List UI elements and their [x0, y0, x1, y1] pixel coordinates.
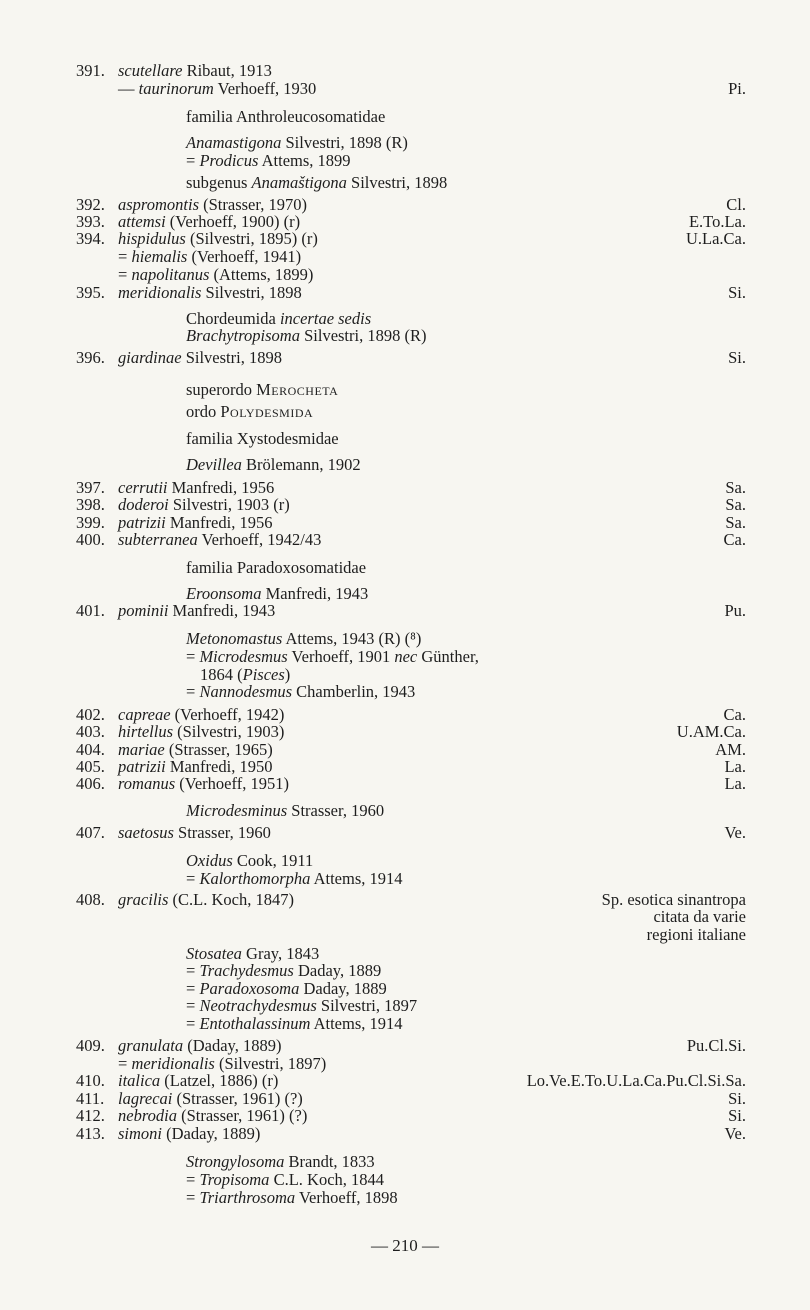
entry-number: 395. [76, 283, 105, 302]
text-segment: (Verhoeff, 1900) (r) [165, 212, 301, 231]
text-segment: (Attems, 1899) [209, 265, 314, 284]
text-segment: (C.L. Koch, 1847) [168, 890, 294, 909]
distribution-label: Ve. [724, 823, 746, 842]
taxon-name: Microdesminus [186, 801, 288, 820]
taxon-name: Anamastigona [186, 133, 282, 152]
distribution-label: Sa. [725, 513, 746, 532]
taxon-line [186, 852, 313, 870]
taxon-name: nebrodia [118, 1106, 177, 1125]
taxon-name: incertae sedis [279, 309, 372, 328]
text-segment: Ribaut, 1913 [182, 61, 272, 80]
distribution-label: regioni italiane [646, 925, 746, 944]
taxon-name: pominii [118, 601, 169, 620]
text-segment: = [186, 961, 200, 980]
text-segment: Silvestri, 1898 (R) [281, 133, 408, 152]
species-entry [118, 1037, 281, 1055]
taxon-line [186, 1153, 375, 1171]
text-segment: (Silvestri, 1895) (r) [185, 229, 318, 248]
species-entry [118, 602, 275, 620]
text-segment: Silvestri, 1898 [201, 283, 302, 302]
taxon-name: Metonomastus [186, 629, 283, 648]
text-segment: Chamberlin, 1943 [292, 682, 416, 701]
text-segment: ordo [186, 402, 221, 421]
distribution-label: Ve. [724, 1124, 746, 1143]
text-segment: (Strasser, 1965) [164, 740, 273, 759]
text-segment: Silvestri, 1898 [346, 173, 448, 192]
taxon-line [118, 248, 301, 266]
taxon-line [186, 174, 447, 192]
taxon-name: hiemalis [131, 247, 188, 266]
taxon-name: granulata [118, 1036, 184, 1055]
species-entry [118, 1072, 278, 1090]
text-segment: Silvestri, 1897 [316, 996, 418, 1015]
text-segment: = [186, 1014, 200, 1033]
text-segment: Silvestri, 1903 (r) [168, 495, 290, 514]
text-segment: Strasser, 1960 [287, 801, 385, 820]
page-number: — 210 — [371, 1236, 439, 1255]
text-segment: Attems, 1943 (R) (⁸) [282, 629, 422, 648]
entry-number: 396. [76, 348, 105, 367]
taxon-name: italica [118, 1071, 161, 1090]
text-segment: Verhoeff, 1901 [287, 647, 395, 666]
species-entry [118, 723, 284, 741]
text-segment: Manfredi, 1956 [165, 513, 273, 532]
entry-number: 391. [76, 61, 105, 80]
taxon-name: cerrutii [118, 478, 168, 497]
entry-number: 412. [76, 1106, 105, 1125]
text-segment: 1864 ( [200, 665, 243, 684]
taxon-line [186, 456, 361, 474]
text-segment: (Verhoeff, 1941) [187, 247, 302, 266]
taxon-name: saetosus [118, 823, 174, 842]
text-segment: Brölemann, 1902 [241, 455, 361, 474]
taxon-name: Prodicus [199, 151, 259, 170]
text-segment: (Daday, 1889) [162, 1124, 261, 1143]
distribution-label: La. [724, 774, 746, 793]
taxon-name: Entothalassinum [199, 1014, 311, 1033]
species-entry [118, 1125, 260, 1143]
distribution-label: Cl. [726, 195, 746, 214]
taxon-name: Trachydesmus [199, 961, 294, 980]
taxon-name: lagrecai [118, 1089, 173, 1108]
text-segment: (Latzel, 1886) (r) [160, 1071, 279, 1090]
taxon-name: nec [394, 647, 418, 666]
distribution-label: Sa. [725, 495, 746, 514]
entry-number: 392. [76, 195, 105, 214]
species-entry [118, 824, 271, 842]
text-segment: Silvestri, 1898 [181, 348, 282, 367]
text-segment: familia Paradoxosomatidae [186, 558, 367, 577]
text-segment: = [186, 151, 200, 170]
text-segment: Strasser, 1960 [173, 823, 271, 842]
taxon-name: hirtellus [118, 722, 174, 741]
taxon-name: taurinorum [138, 79, 214, 98]
taxon-line [186, 430, 339, 448]
text-segment: Chordeumida [186, 309, 280, 328]
taxon-name: attemsi [118, 212, 166, 231]
text-segment: Manfredi, 1956 [167, 478, 275, 497]
distribution-label: Lo.Ve.E.To.U.La.Ca.Pu.Cl.Si.Sa. [526, 1071, 746, 1090]
entry-number: 397. [76, 478, 105, 497]
taxon-name: aspromontis [118, 195, 199, 214]
text-segment: Polydesmida [220, 402, 314, 421]
text-segment: (Strasser, 1961) (?) [172, 1089, 303, 1108]
distribution-label: Ca. [723, 705, 746, 724]
entry-number: 405. [76, 757, 105, 776]
taxon-line [186, 683, 415, 701]
taxon-name: hispidulus [118, 229, 186, 248]
taxon-name: giardinae [118, 348, 182, 367]
distribution-label: Si. [728, 1089, 746, 1108]
taxon-name: Tropisoma [199, 1170, 270, 1189]
entry-number: 407. [76, 823, 105, 842]
entry-number: 401. [76, 601, 105, 620]
taxon-name: Anamaštigona [251, 173, 347, 192]
taxon-line [118, 80, 316, 98]
species-entry [118, 62, 272, 80]
taxon-line [186, 1015, 403, 1033]
taxon-name: romanus [118, 774, 176, 793]
text-segment: superordo [186, 380, 257, 399]
species-entry [118, 531, 321, 549]
species-entry [118, 891, 294, 909]
text-segment: (Verhoeff, 1942) [170, 705, 285, 724]
text-segment: Attems, 1899 [258, 151, 351, 170]
species-entry [118, 349, 282, 367]
taxon-line [186, 870, 403, 888]
text-segment: (Strasser, 1961) (?) [176, 1106, 308, 1125]
taxon-name: napolitanus [131, 265, 210, 284]
distribution-label: Si. [728, 1106, 746, 1125]
taxon-line [186, 134, 408, 152]
taxon-line [186, 152, 351, 170]
distribution-label: Si. [728, 348, 746, 367]
text-segment: = [186, 1170, 200, 1189]
text-segment: (Silvestri, 1897) [214, 1054, 327, 1073]
taxon-name: patrizii [118, 757, 166, 776]
taxon-name: mariae [118, 740, 165, 759]
taxon-line [186, 403, 313, 421]
entry-number: 400. [76, 530, 105, 549]
text-segment: Manfredi, 1943 [168, 601, 276, 620]
taxon-name: Eroonsoma [186, 584, 262, 603]
text-segment: Gray, 1843 [241, 944, 320, 963]
taxon-line [186, 1189, 398, 1207]
distribution-label: La. [724, 757, 746, 776]
text-segment: = [186, 996, 200, 1015]
species-entry [118, 230, 318, 248]
taxon-line [186, 962, 381, 980]
distribution-label: Pu.Cl.Si. [686, 1036, 746, 1055]
taxon-name: Oxidus [186, 851, 233, 870]
text-segment: Attems, 1914 [310, 869, 403, 888]
taxon-name: scutellare [118, 61, 183, 80]
taxon-name: gracilis [118, 890, 169, 909]
text-segment: Cook, 1911 [232, 851, 314, 870]
entry-number: 408. [76, 890, 105, 909]
distribution-label: Pi. [728, 79, 746, 98]
taxon-name: Nannodesmus [199, 682, 293, 701]
taxon-name: patrizii [118, 513, 166, 532]
text-segment: Attems, 1914 [310, 1014, 403, 1033]
distribution-label: U.AM.Ca. [676, 722, 746, 741]
entry-number: 404. [76, 740, 105, 759]
taxon-name: Triarthrosoma [199, 1188, 296, 1207]
species-entry [118, 496, 290, 514]
entry-number: 411. [76, 1089, 105, 1108]
entry-number: 393. [76, 212, 105, 231]
taxon-name: Brachytropisoma [186, 326, 300, 345]
text-segment: = [118, 1054, 132, 1073]
taxon-name: doderoi [118, 495, 169, 514]
entry-number: 406. [76, 774, 105, 793]
distribution-label: Sp. esotica sinantropa [601, 890, 746, 909]
taxon-line [186, 381, 338, 399]
text-segment: Verhoeff, 1930 [213, 79, 317, 98]
text-segment: = [186, 1188, 200, 1207]
text-segment: Merocheta [256, 380, 339, 399]
taxon-name: Pisces [242, 665, 285, 684]
text-segment: Verhoeff, 1942/43 [197, 530, 322, 549]
entry-number: 394. [76, 229, 105, 248]
text-segment: familia Xystodesmidae [186, 429, 339, 448]
taxon-line [186, 108, 385, 126]
taxon-name: subterranea [118, 530, 198, 549]
text-segment: = [186, 979, 200, 998]
distribution-label: Si. [728, 283, 746, 302]
text-segment: (Verhoeff, 1951) [175, 774, 289, 793]
taxon-name: Neotrachydesmus [199, 996, 317, 1015]
text-segment: (Daday, 1889) [183, 1036, 282, 1055]
text-segment: Manfredi, 1943 [261, 584, 369, 603]
text-segment: Manfredi, 1950 [165, 757, 273, 776]
taxon-line [186, 997, 417, 1015]
text-segment: Daday, 1889 [299, 979, 387, 998]
text-segment: = [186, 647, 200, 666]
taxon-name: Paradoxosoma [199, 979, 300, 998]
taxon-line [186, 630, 421, 648]
text-segment: — [118, 79, 139, 98]
text-segment: subgenus [186, 173, 252, 192]
taxon-name: simoni [118, 1124, 163, 1143]
text-segment: Günther, [417, 647, 479, 666]
text-segment: = [186, 682, 200, 701]
taxon-name: Microdesmus [199, 647, 288, 666]
distribution-label: U.La.Ca. [685, 229, 746, 248]
text-segment: = [118, 265, 132, 284]
text-segment: (Silvestri, 1903) [173, 722, 285, 741]
distribution-label: E.To.La. [688, 212, 746, 231]
distribution-label: Sa. [725, 478, 746, 497]
text-segment: Verhoeff, 1898 [295, 1188, 398, 1207]
entry-number: 409. [76, 1036, 105, 1055]
text-segment: C.L. Koch, 1844 [269, 1170, 385, 1189]
taxon-line [118, 266, 313, 284]
taxon-name: capreae [118, 705, 171, 724]
entry-number: 403. [76, 722, 105, 741]
taxon-line [186, 648, 479, 666]
text-segment: = [186, 869, 200, 888]
distribution-label: Pu. [724, 601, 746, 620]
taxon-line [186, 559, 366, 577]
distribution-label: citata da varie [653, 907, 746, 926]
text-segment: ) [284, 665, 291, 684]
taxon-line [186, 802, 384, 820]
distribution-label: AM. [715, 740, 746, 759]
entry-number: 413. [76, 1124, 105, 1143]
entry-number: 399. [76, 513, 105, 532]
taxon-name: meridionalis [118, 283, 202, 302]
species-entry [118, 1107, 307, 1125]
entry-number: 398. [76, 495, 105, 514]
entry-number: 402. [76, 705, 105, 724]
taxon-name: Stosatea [186, 944, 242, 963]
text-segment: = [118, 247, 132, 266]
text-segment: Silvestri, 1898 (R) [299, 326, 427, 345]
taxon-line [186, 327, 426, 345]
taxon-line [186, 1171, 384, 1189]
taxon-name: Devillea [186, 455, 242, 474]
entry-number: 410. [76, 1071, 105, 1090]
text-segment: Daday, 1889 [293, 961, 382, 980]
species-entry [118, 284, 302, 302]
text-segment: Brandt, 1833 [284, 1152, 375, 1171]
distribution-label: Ca. [723, 530, 746, 549]
taxon-name: Kalorthomorpha [199, 869, 311, 888]
species-entry [118, 775, 289, 793]
text-segment: (Strasser, 1970) [199, 195, 307, 214]
text-segment: familia Anthroleucosomatidae [186, 107, 386, 126]
taxon-name: meridionalis [131, 1054, 215, 1073]
taxon-name: Strongylosoma [186, 1152, 285, 1171]
